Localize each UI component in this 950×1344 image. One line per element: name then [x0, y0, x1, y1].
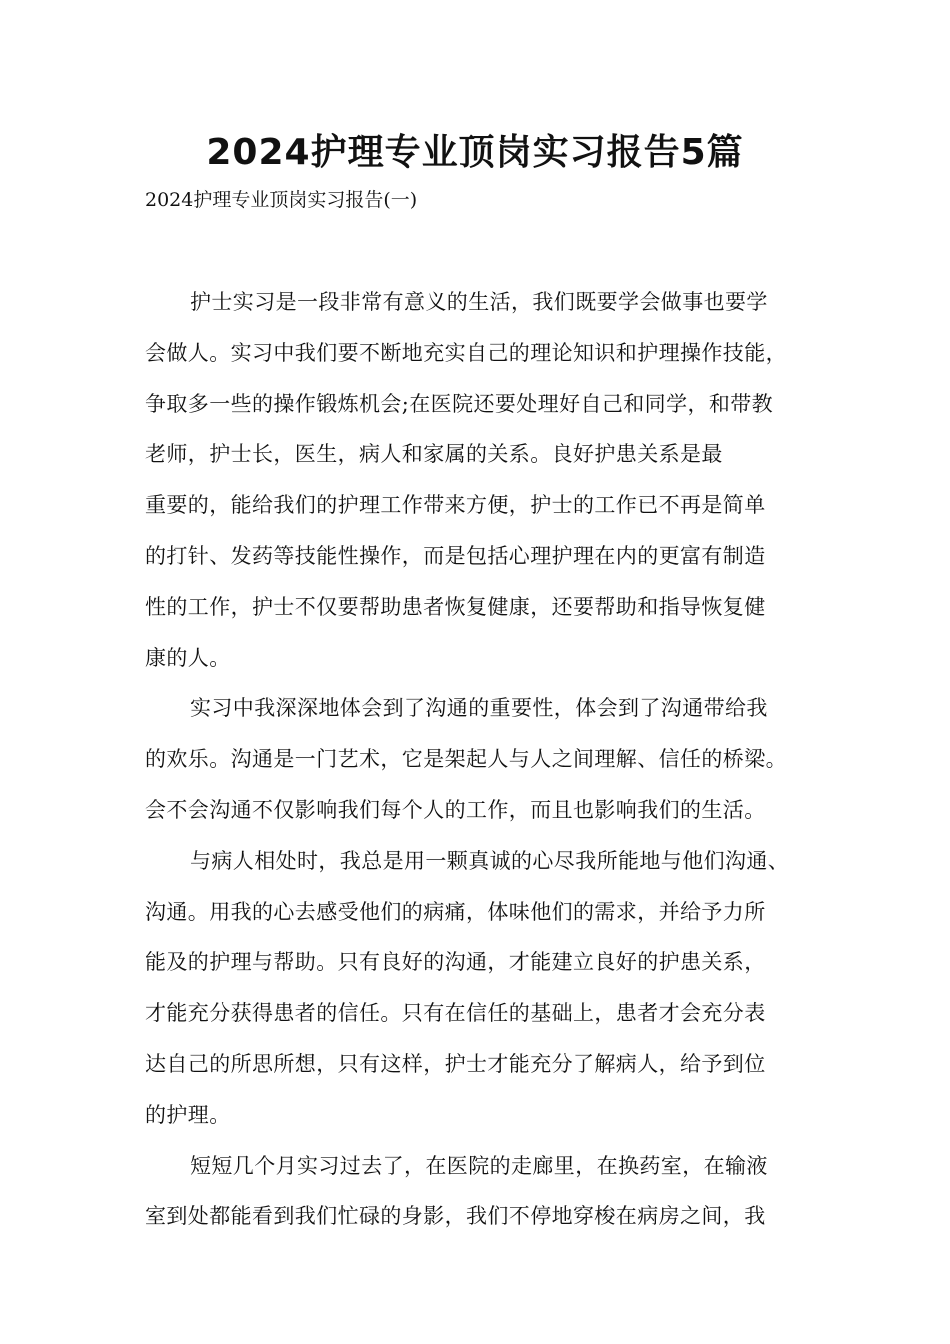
text-line: 会做人。实习中我们要不断地充实自己的理论知识和护理操作技能，	[145, 340, 787, 365]
document-title: 2024护理专业顶岗实习报告5篇	[206, 132, 744, 173]
text-line: 短短几个月实习过去了，在医院的走廊里，在换药室，在输液	[190, 1153, 768, 1178]
text-line: 与病人相处时，我总是用一颗真诚的心尽我所能地与他们沟通、	[190, 848, 790, 873]
text-line: 才能充分获得患者的信任。只有在信任的基础上，患者才会充分表	[145, 1001, 766, 1026]
text-line: 的欢乐。沟通是一门艺术，它是架起人与人之间理解、信任的桥梁。	[145, 747, 787, 772]
document-subtitle: 2024护理专业顶岗实习报告(一)	[145, 189, 418, 211]
text-line: 重要的，能给我们的护理工作带来方便，护士的工作已不再是简单	[145, 493, 766, 518]
text-line: 沟通。用我的心去感受他们的病痛，体味他们的需求，并给予力所	[145, 899, 766, 924]
text-line: 性的工作，护士不仅要帮助患者恢复健康，还要帮助和指导恢复健	[145, 594, 766, 619]
text-line: 老师，护士长，医生，病人和家属的关系。良好护患关系是最	[145, 442, 723, 467]
text-line: 能及的护理与帮助。只有良好的沟通，才能建立良好的护患关系，	[145, 950, 766, 975]
text-line: 康的人。	[145, 645, 231, 670]
document-body	[145, 283, 825, 1248]
text-line: 达自己的所思所想，只有这样，护士才能充分了解病人，给予到位	[145, 1051, 766, 1076]
text-line: 的打针、发药等技能性操作，而是包括心理护理在内的更富有制造	[145, 543, 766, 568]
text-line: 实习中我深深地体会到了沟通的重要性，体会到了沟通带给我	[190, 696, 768, 721]
text-line: 护士实习是一段非常有意义的生活，我们既要学会做事也要学	[190, 290, 768, 314]
text-line: 争取多一些的操作锻炼机会;在医院还要处理好自己和同学，和带教	[145, 391, 774, 416]
text-line: 会不会沟通不仅影响我们每个人的工作，而且也影响我们的生活。	[145, 797, 766, 822]
text-line: 的护理。	[145, 1102, 231, 1127]
text-line: 室到处都能看到我们忙碌的身影，我们不停地穿梭在病房之间，我	[145, 1204, 766, 1229]
